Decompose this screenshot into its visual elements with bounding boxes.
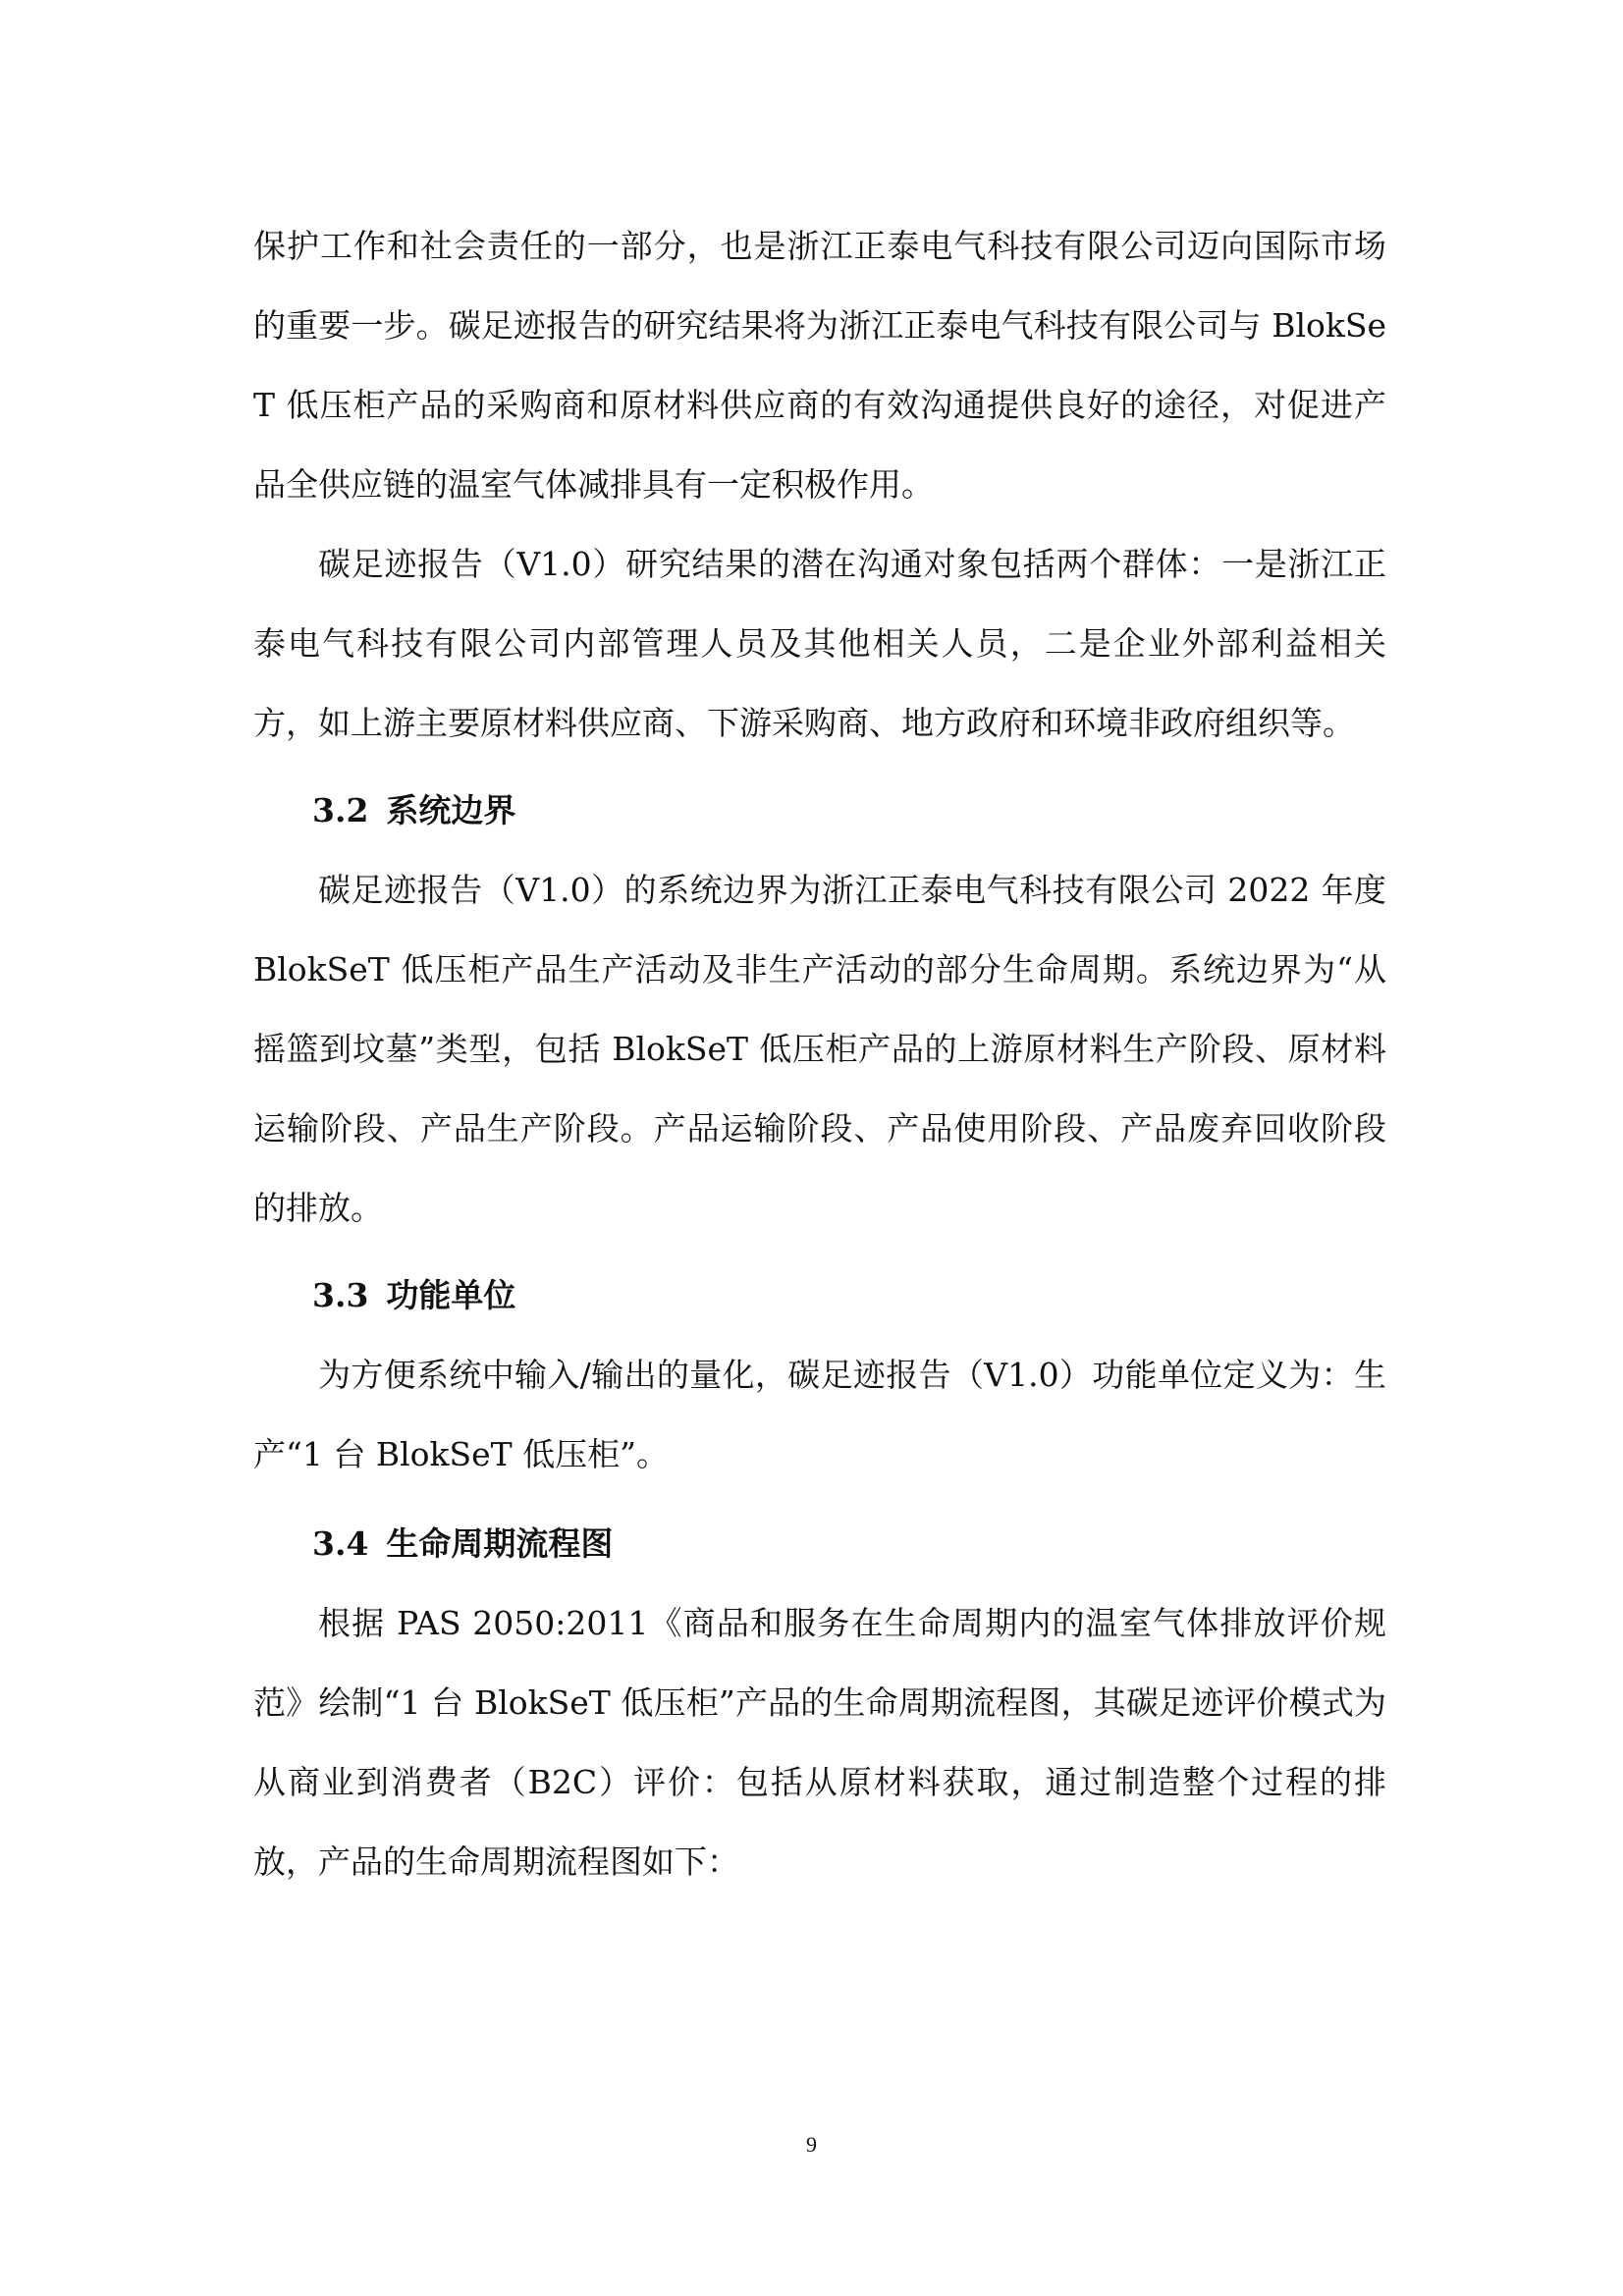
page-body	[253, 206, 1386, 1901]
section-number: 3.2	[312, 791, 369, 829]
page-number: 9	[806, 2132, 817, 2157]
paragraph-functional-unit: 为方便系统中输入/输出的量化，碳足迹报告（V1.0）功能单位定义为：生产“1 台 BlokSeT 低压柜”。	[253, 1356, 1386, 1473]
section-heading-functional-unit	[253, 1255, 1386, 1335]
paragraph-system-boundary: 碳足迹报告（V1.0）的系统边界为浙江正泰电气科技有限公司 2022 年度 BlokSeT 低压柜产品生产活动及非生产活动的部分生命周期。系统边界为“从摇篮到坟墓”类型，包括 BlokSeT 低压柜产品的上游原材料生产阶段、原材料运输阶段、产品生产阶段。产品运输阶段、产品使用阶段、产品废弃回收阶段的排放。	[253, 871, 1386, 1227]
section-number: 3.4	[312, 1524, 369, 1563]
section-title: 系统边界	[386, 791, 516, 829]
section-heading-system-boundary	[253, 771, 1386, 850]
section-title: 生命周期流程图	[386, 1524, 614, 1563]
paragraph-lifecycle-flowchart: 根据 PAS 2050:2011《商品和服务在生命周期内的温室气体排放评价规范》绘制“1 台 BlokSeT 低压柜”产品的生命周期流程图，其碳足迹评价模式为从商业到消费者（B2C）评价：包括从原材料获取，通过制造整个过程的排放，产品的生命周期流程图如下：	[253, 1604, 1386, 1881]
section-heading-lifecycle-flowchart	[253, 1504, 1386, 1583]
paragraph-purpose-continued: 保护工作和社会责任的一部分，也是浙江正泰电气科技有限公司迈向国际市场的重要一步。碳足迹报告的研究结果将为浙江正泰电气科技有限公司与 BlokSeT 低压柜产品的采购商和原材料供应商的有效沟通提供良好的途径，对促进产品全供应链的温室气体减排具有一定积极作用。	[253, 227, 1386, 504]
section-number: 3.3	[312, 1276, 369, 1314]
section-title: 功能单位	[386, 1276, 516, 1314]
paragraph-communication-targets: 碳足迹报告（V1.0）研究结果的潜在沟通对象包括两个群体：一是浙江正泰电气科技有限公司内部管理人员及其他相关人员，二是企业外部利益相关方，如上游主要原材料供应商、下游采购商、地方政府和环境非政府组织等。	[253, 545, 1386, 742]
